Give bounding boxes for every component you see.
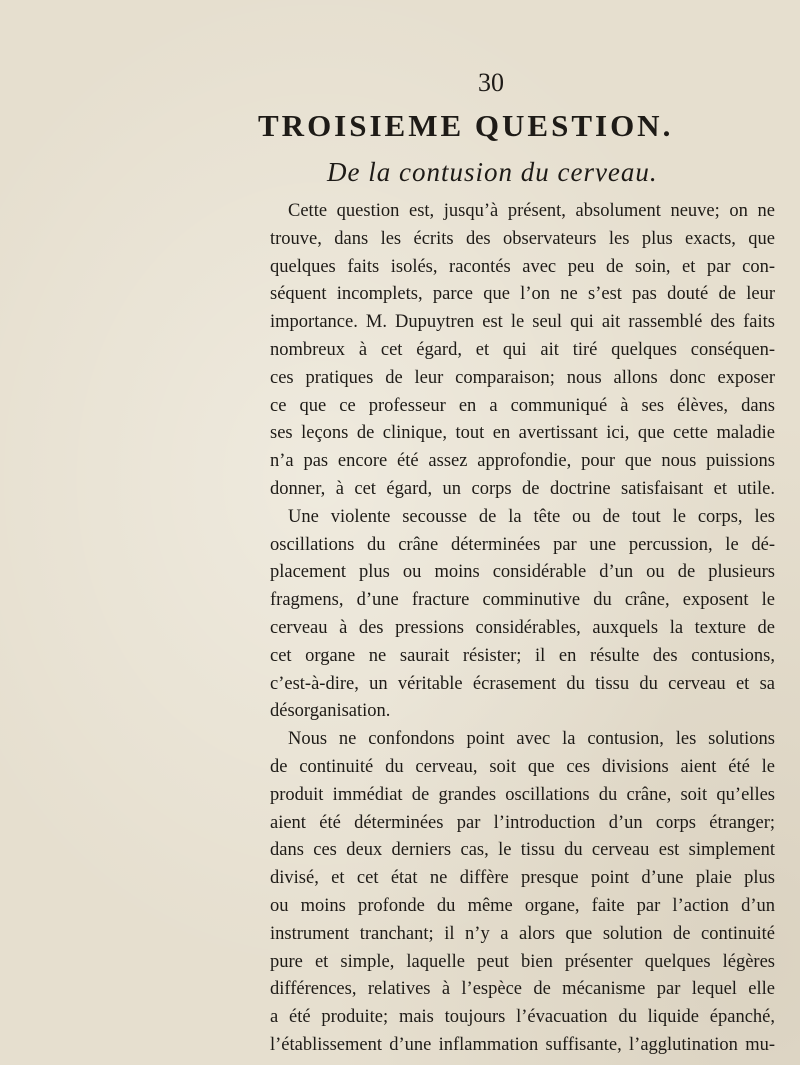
text-line: trouve, dans les écrits des observateurs les plus exacts, que bbox=[270, 228, 775, 249]
text-line: quelques faits isolés, racontés avec peu de soin, et par con- bbox=[270, 256, 775, 277]
text-line: aient été déterminées par l’introduction d’un corps étranger; bbox=[270, 812, 775, 833]
text-line: pure et simple, laquelle peut bien présenter quelques légères bbox=[270, 951, 775, 972]
text-line: n’a pas encore été assez approfondie, pour que nous puissions bbox=[270, 451, 775, 472]
text-line: cet organe ne saurait résister; il en résulte des contusions, bbox=[270, 645, 775, 666]
text-line: Une violente secousse de la tête ou de tout le corps, les bbox=[288, 506, 775, 527]
text-line: ses leçons de clinique, tout en avertissant ici, que cette maladie bbox=[270, 423, 775, 444]
text-line: ces pratiques de leur comparaison; nous allons donc exposer bbox=[270, 367, 775, 388]
text-line: de continuité du cerveau, soit que ces divisions aient été le bbox=[270, 756, 775, 777]
text-line: différences, relatives à l’espèce de mécanisme par lequel elle bbox=[270, 979, 775, 1000]
text-line: c’est-à-dire, un véritable écrasement du tissu du cerveau et sa bbox=[270, 673, 775, 694]
text-line: importance. M. Dupuytren est le seul qui ait rassemblé des faits bbox=[270, 312, 775, 333]
chapter-title: TROISIEME QUESTION. bbox=[258, 108, 674, 143]
text-line: ce que ce professeur en a communiqué à ses élèves, dans bbox=[270, 395, 775, 416]
text-line: Cette question est, jusqu’à présent, absolument neuve; on ne bbox=[288, 201, 775, 221]
text-line: donner, à cet égard, un corps de doctrine satisfaisant et utile. bbox=[270, 478, 775, 499]
text-line: séquent incomplets, parce que l’on ne s’est pas douté de leur bbox=[270, 284, 775, 305]
text-line: ou moins profonde du même organe, faite par l’action d’un bbox=[270, 895, 775, 916]
text-line: Nous ne confondons point avec la contusion, les solutions bbox=[288, 729, 775, 750]
page-number: 30 bbox=[478, 68, 504, 97]
text-line: divisé, et cet état ne diffère presque point d’une plaie plus bbox=[270, 868, 775, 889]
text-line: instrument tranchant; il n’y a alors que solution de continuité bbox=[270, 923, 775, 944]
text-line: l’établissement d’une inflammation suffisante, l’agglutination mu- bbox=[270, 1034, 775, 1055]
text-line: a été produite; mais toujours l’évacuation du liquide épanché, bbox=[270, 1007, 775, 1028]
text-line: désorganisation. bbox=[270, 701, 391, 722]
text-line: fragmens, d’une fracture comminutive du crâne, exposent le bbox=[270, 590, 775, 611]
text-line: placement plus ou moins considérable d’un ou de plusieurs bbox=[270, 562, 775, 583]
text-line: oscillations du crâne déterminées par une percussion, le dé- bbox=[270, 534, 775, 555]
text-line: nombreux à cet égard, et qui ait tiré quelques conséquen- bbox=[270, 339, 775, 360]
text-line: dans ces deux derniers cas, le tissu du cerveau est simplement bbox=[270, 840, 775, 861]
body-text bbox=[270, 198, 775, 1060]
text-line: cerveau à des pressions considérables, auxquels la texture de bbox=[270, 617, 775, 638]
chapter-subtitle: De la contusion du cerveau. bbox=[327, 157, 658, 187]
text-line: produit immédiat de grandes oscillations du crâne, soit qu’elles bbox=[270, 784, 775, 805]
